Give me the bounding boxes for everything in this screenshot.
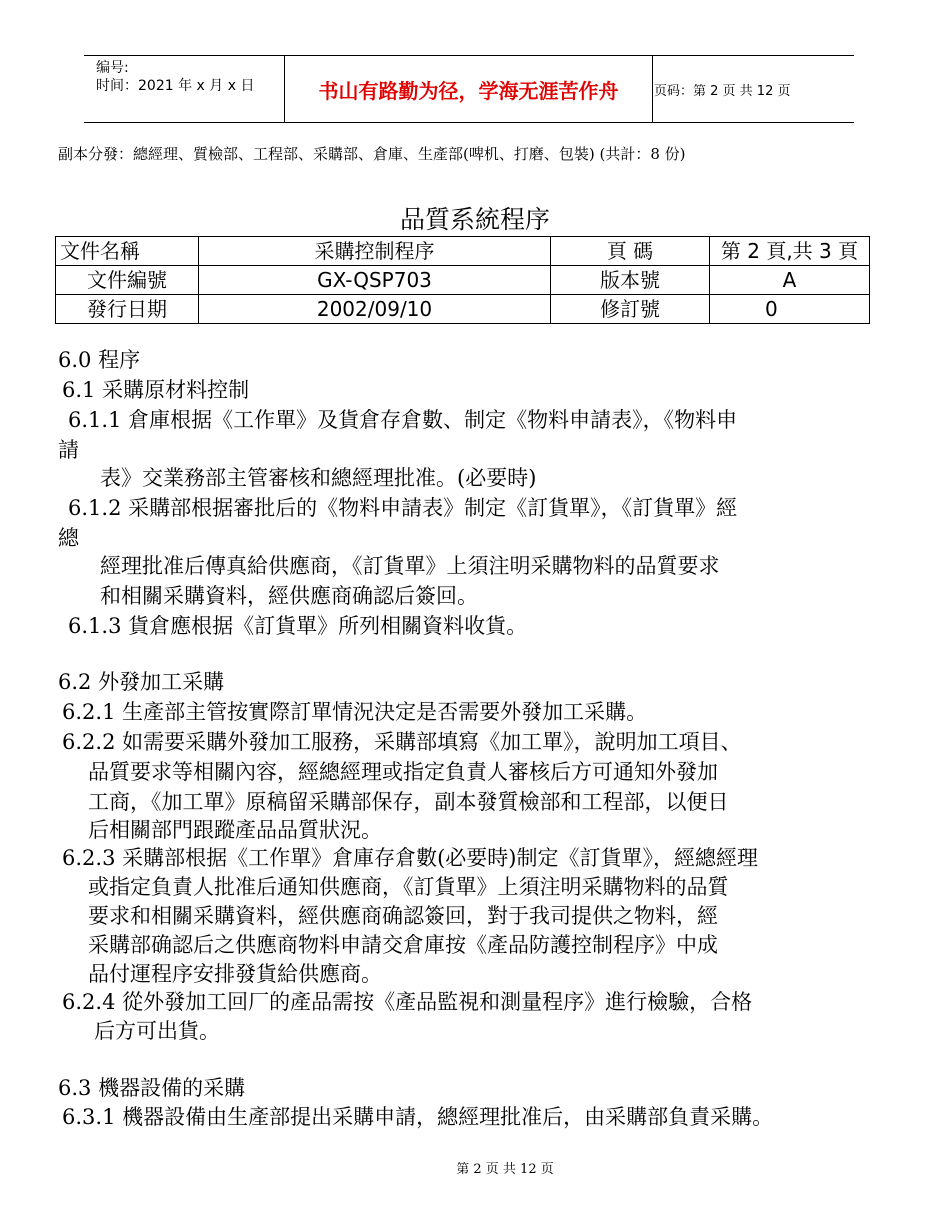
text-line: 或指定負責人批准后通知供應商，《訂貨單》上須注明采購物料的品質 <box>88 875 729 899</box>
text-line: 6.1.1 倉庫根据《工作單》及貨倉存倉數、制定《物料申請表》，《物料申 <box>68 408 738 432</box>
header-page-label: 页码：第 2 页 共 12 页 <box>654 83 791 99</box>
text-line: 6.2.1 生產部主管按實際訂單情況決定是否需要外發加工采購。 <box>62 700 648 724</box>
copy-distribution: 副本分發：總經理、質檢部、工程部、采購部、倉庫、生產部(啤机、打磨、包裝) (共計：8 份) <box>58 145 686 163</box>
table-cell: 文件名稱 <box>56 237 199 266</box>
table-cell: 2002/09/10 <box>199 295 551 324</box>
table-cell: A <box>710 266 870 295</box>
text-line: 表》交業務部主管審核和總經理批准。(必要時) <box>100 466 537 490</box>
page-header <box>84 55 854 123</box>
text-line: 品質要求等相關內容，經總經理或指定負責人審核后方可通知外發加 <box>88 760 718 784</box>
document-title: 品質系統程序 <box>399 205 550 234</box>
table-cell: 第 2 頁,共 3 頁 <box>710 237 870 266</box>
time-label: 时间：2021 年 x 月 x 日 <box>96 78 255 94</box>
table-cell: 頁 碼 <box>551 237 710 266</box>
table-cell: 文件編號 <box>56 266 199 295</box>
text-line: 和相關采購資料，經供應商确認后簽回。 <box>100 584 478 608</box>
text-line: 6.2.3 采購部根据《工作單》倉庫存倉數(必要時)制定《訂貨單》，經總經理 <box>62 846 758 870</box>
header-motto: 书山有路勤为径，学海无涯苦作舟 <box>284 56 653 122</box>
table-cell: 版本號 <box>551 266 710 295</box>
text-line: 6.2.4 從外發加工回厂的產品需按《產品監視和測量程序》進行檢驗，合格 <box>62 990 753 1014</box>
text-line: 6.1.2 采購部根据審批后的《物料申請表》制定《訂貨單》，《訂貨單》經 <box>68 496 738 520</box>
text-line: 工商，《加工單》原稿留采購部保存，副本發質檢部和工程部，以便日 <box>88 790 729 814</box>
table-cell: 發行日期 <box>56 295 199 324</box>
table-row <box>56 266 870 295</box>
text-line: 后方可出貨。 <box>94 1019 220 1043</box>
page-footer: 第 2 页 共 12 页 <box>456 1162 554 1177</box>
text-line: 后相關部門跟蹤產品品質狀況。 <box>88 818 382 842</box>
table-cell: 采購控制程序 <box>199 237 551 266</box>
text-line: 6.1.3 貨倉應根据《訂貨單》所列相關資料收貨。 <box>68 614 528 638</box>
text-line: 6.3.1 機器設備由生產部提出采購申請，總經理批准后，由采購部負責采購。 <box>62 1105 774 1129</box>
section-heading: 6.2 外發加工采購 <box>58 670 225 694</box>
text-line: 采購部确認后之供應商物料申請交倉庫按《產品防護控制程序》中成 <box>88 933 718 957</box>
text-line: 總 <box>58 526 79 550</box>
text-line: 要求和相關采購資料，經供應商确認簽回，對于我司提供之物料，經 <box>88 904 718 928</box>
text-line: 品付運程序安排發貨給供應商。 <box>88 962 382 986</box>
table-row <box>56 295 870 324</box>
section-heading: 6.3 機器設備的采購 <box>58 1076 246 1100</box>
table-cell: 修訂號 <box>551 295 710 324</box>
serial-label: 编号: <box>96 60 129 76</box>
header-meta <box>96 59 254 95</box>
table-cell: GX-QSP703 <box>199 266 551 295</box>
section-heading: 6.0 程序 <box>58 348 141 372</box>
text-line: 經理批准后傳真給供應商，《訂貨單》上須注明采購物料的品質要求 <box>100 554 720 578</box>
subsection-heading: 6.1 采購原材料控制 <box>62 378 250 402</box>
document-info-table <box>55 236 870 324</box>
text-line: 6.2.2 如需要采購外發加工服務，采購部填寫《加工單》，說明加工項目、 <box>62 730 742 754</box>
text-line: 請 <box>58 438 79 462</box>
table-row <box>56 237 870 266</box>
table-cell: 0 <box>710 295 870 324</box>
